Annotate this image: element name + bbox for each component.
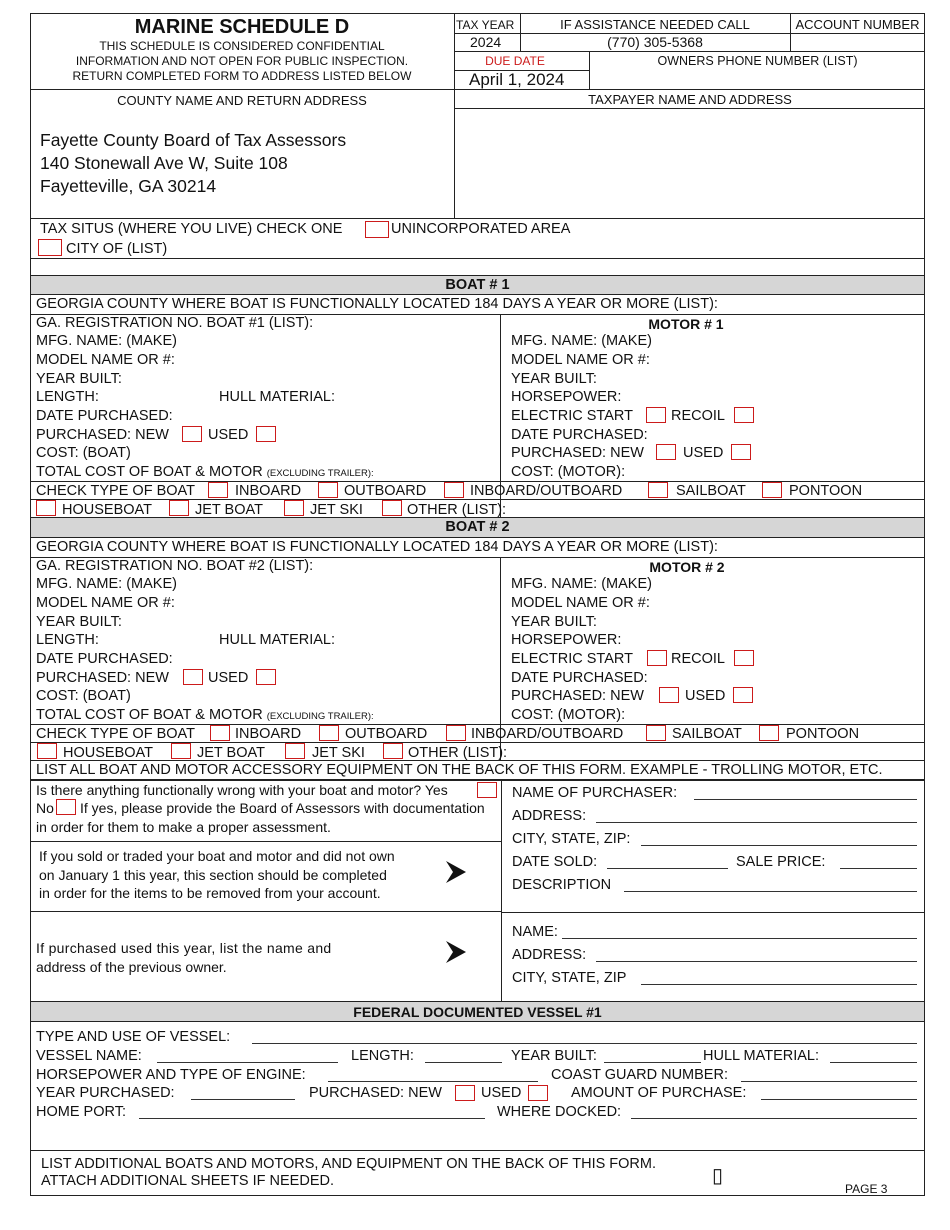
prev-owner-address-label: ADDRESS: xyxy=(512,947,587,963)
boat-2-jetski-checkbox[interactable] xyxy=(285,743,305,759)
year-purchased-line[interactable] xyxy=(191,1099,295,1100)
motor-2-used-label: USED xyxy=(685,688,726,704)
prev-owner-city-label: CITY, STATE, ZIP xyxy=(512,970,627,986)
county-address-line-1: Fayette County Board of Tax Assessors xyxy=(40,130,347,150)
boat-2-new-checkbox[interactable] xyxy=(183,669,203,685)
confidential-line-2: INFORMATION AND NOT OPEN FOR PUBLIC INSPECTION. xyxy=(75,54,409,68)
boat-2-cost: COST: (BOAT) xyxy=(36,688,131,704)
purchaser-address-line[interactable] xyxy=(596,822,917,823)
motor-2-year: YEAR BUILT: xyxy=(511,614,597,630)
functional-question-line-2: If yes, please provide the Board of Assessors with documentation xyxy=(80,800,485,816)
boat-2-inboard-checkbox[interactable] xyxy=(210,725,230,741)
where-docked-label: WHERE DOCKED: xyxy=(497,1104,622,1120)
boat-1-model: MODEL NAME OR #: xyxy=(36,352,175,368)
boat-2-other-checkbox[interactable] xyxy=(383,743,403,759)
motor-1-horsepower: HORSEPOWER: xyxy=(511,389,622,405)
home-port-line[interactable] xyxy=(139,1118,485,1119)
boat-1-inout-label: INBOARD/OUTBOARD xyxy=(470,483,623,499)
boat-2-purchased-new-label: PURCHASED: NEW xyxy=(36,670,169,686)
footer-glyph: ▯ xyxy=(712,1165,724,1187)
page-number: PAGE 3 xyxy=(845,1182,888,1196)
federal-purchased-new-label: PURCHASED: NEW xyxy=(309,1085,442,1101)
motor-1-year: YEAR BUILT: xyxy=(511,371,597,387)
federal-title: FEDERAL DOCUMENTED VESSEL #1 xyxy=(353,1004,602,1020)
type-use-line[interactable] xyxy=(252,1043,917,1044)
confidential-line-3: RETURN COMPLETED FORM TO ADDRESS LISTED BELOW xyxy=(72,69,412,83)
functional-question-line-1: Is there anything functionally wrong with your boat and motor? Yes xyxy=(36,782,448,798)
motor-1-purchased-new-label: PURCHASED: NEW xyxy=(511,445,644,461)
vessel-name-label: VESSEL NAME: xyxy=(36,1048,142,1064)
tax-year-value: 2024 xyxy=(470,34,502,50)
motor-1-title: MOTOR # 1 xyxy=(648,316,724,332)
arrow-right-icon xyxy=(444,860,468,884)
assistance-phone: (770) 305-5368 xyxy=(607,34,703,50)
boat-2-registration: GA. REGISTRATION NO. BOAT #2 (LIST): xyxy=(36,558,314,574)
sale-price-label: SALE PRICE: xyxy=(736,854,826,870)
boat-1-inout-checkbox[interactable] xyxy=(444,482,464,498)
boat-2-jetboat-label: JET BOAT xyxy=(197,745,265,761)
unincorporated-checkbox[interactable] xyxy=(365,221,389,238)
motor-2-purchased-new-label: PURCHASED: NEW xyxy=(511,688,644,704)
tax-situs-label: TAX SITUS (WHERE YOU LIVE) CHECK ONE xyxy=(40,221,343,237)
amount-purchase-label: AMOUNT OF PURCHASE: xyxy=(571,1085,747,1101)
county-address-line-3: Fayetteville, GA 30214 xyxy=(40,176,217,196)
boat-2-used-label: USED xyxy=(208,670,249,686)
sold-text-line-2: on January 1 this year, this section should be completed xyxy=(39,867,387,883)
purchaser-city-label: CITY, STATE, ZIP: xyxy=(512,831,631,847)
prev-owner-name-label: NAME: xyxy=(512,924,558,940)
functional-no-label: No xyxy=(36,800,54,816)
boat-1-houseboat-label: HOUSEBOAT xyxy=(62,502,152,518)
boat-1-mfg: MFG. NAME: (MAKE) xyxy=(36,333,177,349)
boat-1-jetski-checkbox[interactable] xyxy=(284,500,304,516)
sale-price-line[interactable] xyxy=(840,868,917,869)
motor-2-cost: COST: (MOTOR): xyxy=(511,707,626,723)
motor-2-mfg: MFG. NAME: (MAKE) xyxy=(511,576,652,592)
description-label: DESCRIPTION xyxy=(512,877,612,893)
motor-1-model: MODEL NAME OR #: xyxy=(511,352,650,368)
accessory-note: LIST ALL BOAT AND MOTOR ACCESSORY EQUIPMENT ON THE BACK OF THIS FORM. EXAMPLE - TROLLING MOTOR, ETC. xyxy=(36,762,883,778)
purchaser-name-label: NAME OF PURCHASER: xyxy=(512,785,678,801)
federal-length-line[interactable] xyxy=(425,1062,502,1063)
prev-owner-address-line[interactable] xyxy=(596,961,917,962)
boat-1-pontoon-label: PONTOON xyxy=(789,483,863,499)
boat-2-houseboat-label: HOUSEBOAT xyxy=(63,745,153,761)
boat-1-hull: HULL MATERIAL: xyxy=(219,389,336,405)
boat-2-total-cost: TOTAL COST OF BOAT & MOTOR (EXCLUDING TRAILER): xyxy=(36,707,374,723)
boat-2-check-type-label: CHECK TYPE OF BOAT xyxy=(36,726,195,742)
boat-2-year: YEAR BUILT: xyxy=(36,614,122,630)
boat-2-inboard-label: INBOARD xyxy=(235,726,302,742)
federal-year-built-label: YEAR BUILT: xyxy=(511,1048,597,1064)
boat-1-used-checkbox[interactable] xyxy=(256,426,276,442)
boat-1-outboard-checkbox[interactable] xyxy=(318,482,338,498)
form-title: MARINE SCHEDULE D xyxy=(134,16,350,38)
motor-1-used-label: USED xyxy=(683,445,724,461)
boat-1-jetboat-checkbox[interactable] xyxy=(169,500,189,516)
boat-1-purchased-new-label: PURCHASED: NEW xyxy=(36,427,169,443)
prev-owner-city-line[interactable] xyxy=(641,984,917,985)
unincorporated-label: UNINCORPORATED AREA xyxy=(391,221,571,237)
motor-2-model: MODEL NAME OR #: xyxy=(511,595,650,611)
boat-2-county-label: GEORGIA COUNTY WHERE BOAT IS FUNCTIONALLY LOCATED 184 DAYS A YEAR OR MORE (LIST): xyxy=(36,539,718,555)
coast-guard-label: COAST GUARD NUMBER: xyxy=(551,1067,728,1083)
federal-used-label: USED xyxy=(481,1085,522,1101)
federal-length-label: LENGTH: xyxy=(351,1048,414,1064)
boat-2-inout-label: INBOARD/OUTBOARD xyxy=(471,726,624,742)
boat-1-used-label: USED xyxy=(208,427,249,443)
boat-2-pontoon-label: PONTOON xyxy=(786,726,860,742)
boat-2-sailboat-checkbox[interactable] xyxy=(646,725,666,741)
motor-2-electric-label: ELECTRIC START xyxy=(511,651,633,667)
taxpayer-address-box[interactable] xyxy=(456,110,924,216)
boat-1-other-label: OTHER (LIST): xyxy=(407,502,507,518)
amount-purchase-line[interactable] xyxy=(761,1099,917,1100)
motor-2-recoil-label: RECOIL xyxy=(671,651,725,667)
boat-2-title: BOAT # 2 xyxy=(445,519,510,535)
boat-1-new-checkbox[interactable] xyxy=(182,426,202,442)
motor-1-date-purchased: DATE PURCHASED: xyxy=(511,427,648,443)
boat-2-model: MODEL NAME OR #: xyxy=(36,595,175,611)
type-use-label: TYPE AND USE OF VESSEL: xyxy=(36,1029,231,1045)
county-address-line-2: 140 Stonewall Ave W, Suite 108 xyxy=(40,153,288,173)
sold-text-line-1: If you sold or traded your boat and motor and did not own xyxy=(39,848,395,864)
used-text-line-2: address of the previous owner. xyxy=(36,959,227,975)
arrow-right-icon xyxy=(444,940,468,964)
date-sold-label: DATE SOLD: xyxy=(512,854,598,870)
motor-2-recoil-checkbox[interactable] xyxy=(734,650,754,666)
boat-1-date-purchased: DATE PURCHASED: xyxy=(36,408,173,424)
boat-1-total-cost: TOTAL COST OF BOAT & MOTOR (EXCLUDING TRAILER): xyxy=(36,464,374,480)
tax-year-label: TAX YEAR xyxy=(456,18,515,32)
vessel-name-line[interactable] xyxy=(157,1062,338,1063)
federal-used-checkbox[interactable] xyxy=(528,1085,548,1101)
city-of-checkbox[interactable] xyxy=(38,239,62,256)
owners-phone-label: OWNERS PHONE NUMBER (LIST) xyxy=(657,54,858,68)
federal-hull-label: HULL MATERIAL: xyxy=(703,1048,820,1064)
city-of-label: CITY OF (LIST) xyxy=(66,241,168,257)
boat-1-length: LENGTH: xyxy=(36,389,99,405)
motor-1-recoil-label: RECOIL xyxy=(671,408,725,424)
prev-owner-name-line[interactable] xyxy=(562,938,917,939)
coast-guard-line[interactable] xyxy=(741,1081,917,1082)
footer-line-1: LIST ADDITIONAL BOATS AND MOTORS, AND EQUIPMENT ON THE BACK OF THIS FORM. xyxy=(41,1156,657,1172)
boat-1-jetski-label: JET SKI xyxy=(310,502,363,518)
date-sold-line[interactable] xyxy=(607,868,728,869)
boat-2-outboard-checkbox[interactable] xyxy=(319,725,339,741)
due-date-label: DUE DATE xyxy=(485,54,545,68)
functional-no-checkbox[interactable] xyxy=(56,799,76,815)
motor-2-electric-checkbox[interactable] xyxy=(647,650,667,666)
motor-1-cost: COST: (MOTOR): xyxy=(511,464,626,480)
motor-2-horsepower: HORSEPOWER: xyxy=(511,632,622,648)
boat-1-check-type-label: CHECK TYPE OF BOAT xyxy=(36,483,195,499)
motor-1-used-checkbox[interactable] xyxy=(731,444,751,460)
description-line[interactable] xyxy=(624,891,917,892)
boat-1-year: YEAR BUILT: xyxy=(36,371,122,387)
federal-new-checkbox[interactable] xyxy=(455,1085,475,1101)
boat-1-sailboat-checkbox[interactable] xyxy=(648,482,668,498)
boat-2-mfg: MFG. NAME: (MAKE) xyxy=(36,576,177,592)
boat-2-outboard-label: OUTBOARD xyxy=(345,726,428,742)
home-port-label: HOME PORT: xyxy=(36,1104,126,1120)
boat-2-pontoon-checkbox[interactable] xyxy=(759,725,779,741)
used-text-line-1: If purchased used this year, list the name and xyxy=(36,940,332,956)
boat-2-houseboat-checkbox[interactable] xyxy=(37,743,57,759)
federal-hull-line[interactable] xyxy=(830,1062,917,1063)
due-date-value: April 1, 2024 xyxy=(469,70,565,89)
boat-1-inboard-label: INBOARD xyxy=(235,483,302,499)
year-purchased-label: YEAR PURCHASED: xyxy=(36,1085,175,1101)
boat-2-used-checkbox[interactable] xyxy=(256,669,276,685)
purchaser-address-label: ADDRESS: xyxy=(512,808,587,824)
footer-line-2: ATTACH ADDITIONAL SHEETS IF NEEDED. xyxy=(41,1173,334,1189)
boat-1-inboard-checkbox[interactable] xyxy=(208,482,228,498)
boat-1-sailboat-label: SAILBOAT xyxy=(676,483,746,499)
county-address-label: COUNTY NAME AND RETURN ADDRESS xyxy=(117,93,367,108)
assistance-label: IF ASSISTANCE NEEDED CALL xyxy=(560,17,750,32)
motor-1-electric-checkbox[interactable] xyxy=(646,407,666,423)
federal-year-built-line[interactable] xyxy=(604,1062,701,1063)
engine-label: HORSEPOWER AND TYPE OF ENGINE: xyxy=(36,1067,306,1083)
motor-2-title: MOTOR # 2 xyxy=(649,559,725,575)
functional-question-line-3: in order for them to make a proper assessment. xyxy=(36,819,331,835)
boat-2-jetski-label: JET SKI xyxy=(312,745,365,761)
boat-2-inout-checkbox[interactable] xyxy=(446,725,466,741)
motor-1-new-checkbox[interactable] xyxy=(656,444,676,460)
boat-1-title: BOAT # 1 xyxy=(445,277,510,293)
functional-yes-checkbox[interactable] xyxy=(477,782,497,798)
boat-1-county-label: GEORGIA COUNTY WHERE BOAT IS FUNCTIONALLY LOCATED 184 DAYS A YEAR OR MORE (LIST): xyxy=(36,296,718,312)
motor-1-electric-label: ELECTRIC START xyxy=(511,408,633,424)
boat-1-houseboat-checkbox[interactable] xyxy=(36,500,56,516)
purchaser-name-line[interactable] xyxy=(694,799,917,800)
boat-2-other-label: OTHER (LIST): xyxy=(408,745,508,761)
motor-2-new-checkbox[interactable] xyxy=(659,687,679,703)
boat-1-registration: GA. REGISTRATION NO. BOAT #1 (LIST): xyxy=(36,315,314,331)
motor-2-used-checkbox[interactable] xyxy=(733,687,753,703)
boat-1-outboard-label: OUTBOARD xyxy=(344,483,427,499)
motor-2-date-purchased: DATE PURCHASED: xyxy=(511,670,648,686)
boat-2-date-purchased: DATE PURCHASED: xyxy=(36,651,173,667)
sold-text-line-3: in order for the items to be removed from your account. xyxy=(39,885,381,901)
motor-1-mfg: MFG. NAME: (MAKE) xyxy=(511,333,652,349)
engine-line[interactable] xyxy=(328,1081,538,1082)
boat-1-cost: COST: (BOAT) xyxy=(36,445,131,461)
boat-1-jetboat-label: JET BOAT xyxy=(195,502,263,518)
boat-2-hull: HULL MATERIAL: xyxy=(219,632,336,648)
motor-1-recoil-checkbox[interactable] xyxy=(734,407,754,423)
where-docked-line[interactable] xyxy=(631,1118,917,1119)
account-number-label: ACCOUNT NUMBER xyxy=(795,17,920,32)
boat-2-length: LENGTH: xyxy=(36,632,99,648)
taxpayer-address-label: TAXPAYER NAME AND ADDRESS xyxy=(588,92,792,107)
purchaser-city-line[interactable] xyxy=(641,845,917,846)
boat-2-sailboat-label: SAILBOAT xyxy=(672,726,742,742)
boat-1-pontoon-checkbox[interactable] xyxy=(762,482,782,498)
boat-1-other-checkbox[interactable] xyxy=(382,500,402,516)
confidential-line-1: THIS SCHEDULE IS CONSIDERED CONFIDENTIAL xyxy=(99,39,385,53)
boat-2-jetboat-checkbox[interactable] xyxy=(171,743,191,759)
